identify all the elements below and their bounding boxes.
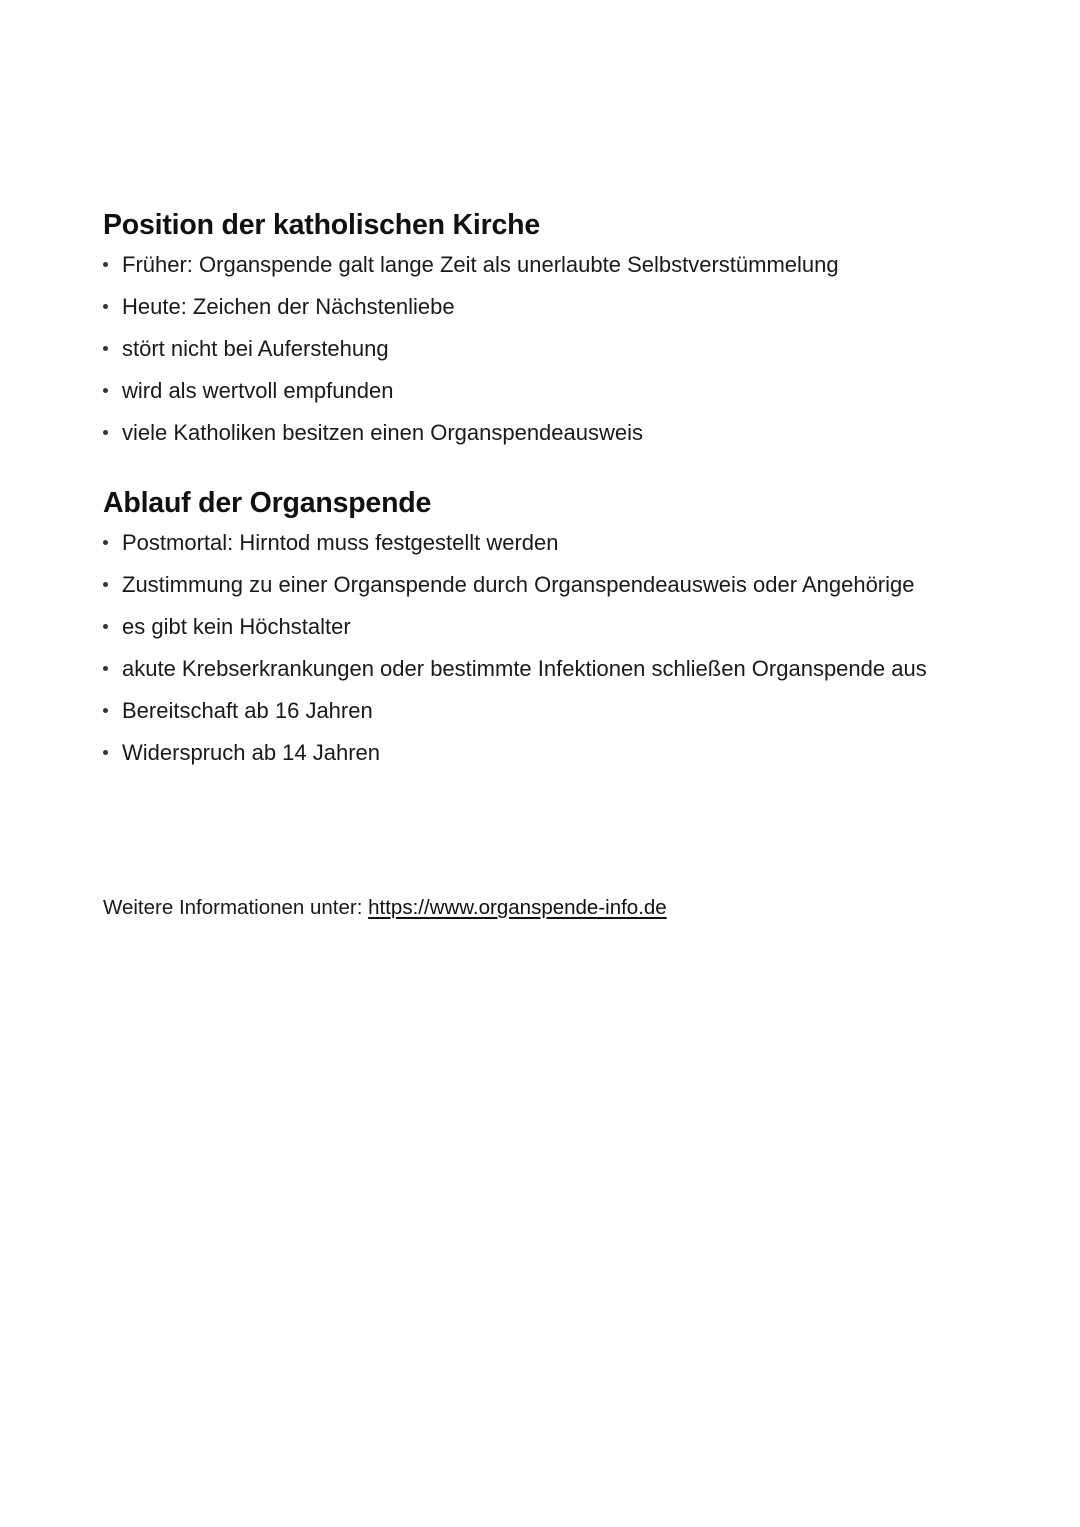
bullet-icon (103, 750, 108, 755)
section-heading: Ablauf der Organspende (103, 487, 432, 519)
list-item: Zustimmung zu einer Organspende durch Organspendeausweis oder Angehörige (103, 571, 1003, 599)
list-item: Heute: Zeichen der Nächstenliebe (103, 293, 1003, 321)
list-item: wird als wertvoll empfunden (103, 377, 1003, 405)
bullet-icon (103, 624, 108, 629)
section-catholic-church (103, 205, 1003, 461)
bullet-icon (103, 540, 108, 545)
list-item: Bereitschaft ab 16 Jahren (103, 697, 1003, 725)
bullet-list (103, 251, 1003, 447)
bullet-icon (103, 388, 108, 393)
list-item: Früher: Organspende galt lange Zeit als unerlaubte Selbstverstümmelung (103, 251, 1003, 279)
section-heading: Position der katholischen Kirche (103, 209, 541, 241)
bullet-icon (103, 582, 108, 587)
bullet-icon (103, 262, 108, 267)
section-organ-donation-procedure (103, 483, 1003, 781)
bullet-icon (103, 346, 108, 351)
list-item: viele Katholiken besitzen einen Organspendeausweis (103, 419, 1003, 447)
list-item: stört nicht bei Auferstehung (103, 335, 1003, 363)
more-info-link[interactable]: https://www.organspende-info.de (368, 896, 667, 919)
more-info-line (103, 893, 667, 923)
bullet-icon (103, 666, 108, 671)
list-item: akute Krebserkrankungen oder bestimmte Infektionen schließen Organspende aus (103, 655, 1003, 683)
list-item: es gibt kein Höchstalter (103, 613, 1003, 641)
bullet-icon (103, 304, 108, 309)
bullet-icon (103, 708, 108, 713)
list-item: Widerspruch ab 14 Jahren (103, 739, 1003, 767)
bullet-list (103, 529, 1003, 767)
more-info-label: Weitere Informationen unter: (103, 896, 369, 919)
bullet-icon (103, 430, 108, 435)
list-item: Postmortal: Hirntod muss festgestellt werden (103, 529, 1003, 557)
